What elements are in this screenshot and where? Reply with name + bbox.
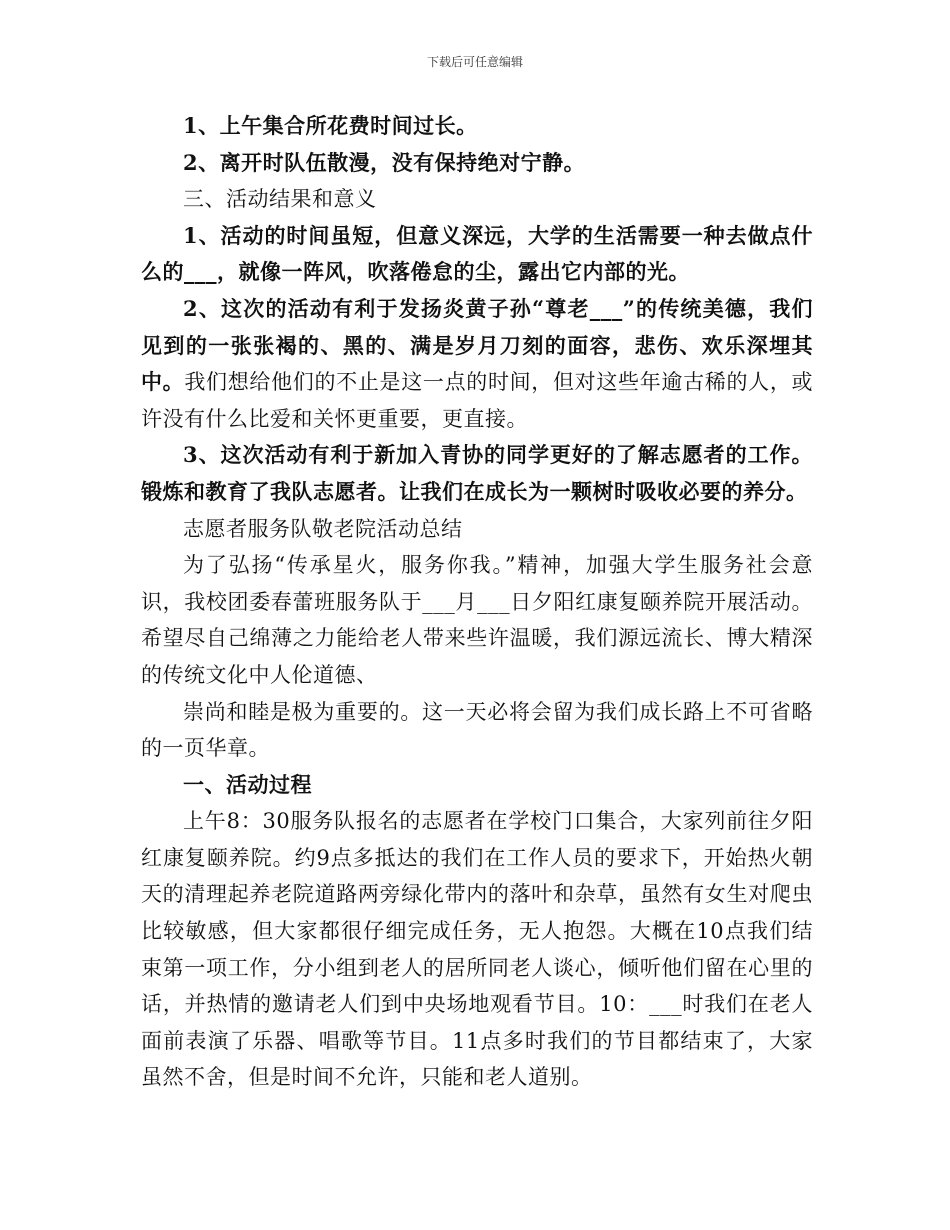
paragraph: 2、离开时队伍散漫，没有保持绝对宁静。 [183, 149, 586, 175]
paragraph-bold-part: 2、这次的活动有利于发扬炎黄子孙“尊老___”的传统美德，我们见到的一张张褐的、黑的、满是岁月刀刻的面容，悲伤、欢乐深埋其中。 [141, 295, 813, 395]
section-heading: 三、活动结果和意义 [183, 187, 377, 212]
document-title: 志愿者服务队敬老院活动总结 [183, 516, 463, 541]
paragraph-normal-part: 我们想给他们的不止是这一点的时间，但对这些年逾古稀的人，或许没有什么比爱和关怀更重要，更直接。 [141, 370, 814, 431]
paragraph: 为了弘扬“传承星火，服务你我。”精神，加强大学生服务社会意识，我校团委春蕾班服务队于___月___日夕阳红康复颐养院开展活动。希望尽自己绵薄之力能给老人带来些许温暖，我们源远流长、博大精深的传统文化中人伦道德、 [141, 553, 813, 687]
paragraph [141, 291, 813, 437]
page-header: 下载后可任意编辑 [426, 55, 523, 69]
paragraph: 3、这次活动有利于新加入青协的同学更好的了解志愿者的工作。锻炼和教育了我队志愿者。让我们在成长为一颗树时吸收必要的养分。 [141, 442, 813, 504]
document-body [141, 108, 813, 1096]
paragraph: 崇尚和睦是极为重要的。这一天必将会留为我们成长路上不可省略的一页华章。 [141, 699, 813, 761]
paragraph: 1、活动的时间虽短，但意义深远，大学的生活需要一种去做点什么的___，就像一阵风，吹落倦怠的尘，露出它内部的光。 [141, 222, 813, 285]
section-heading: 一、活动过程 [183, 771, 312, 797]
paragraph: 1、上午集合所花费时间过长。 [183, 113, 478, 138]
paragraph: 上午8：30服务队报名的志愿者在学校门口集合，大家列前往夕阳红康复颐养院。约9点多抵达的我们在工作人员的要求下，开始热火朝天的清理起养老院道路两旁绿化带内的落叶和杂草，虽然有女生对爬虫比较敏感，但大家都很仔细完成任务，无人抱怨。大概在10点我们结束第一项工作，分小组到老人的居所同老人谈心，倾听他们留在心里的话，并热情的邀请老人们到中央场地观看节目。10：___时我们在老人面前表演了乐器、唱歌等节目。11点多时我们的节目都结束了，大家虽然不舍，但是时间不允许，只能和老人道别。 [141, 809, 813, 1090]
